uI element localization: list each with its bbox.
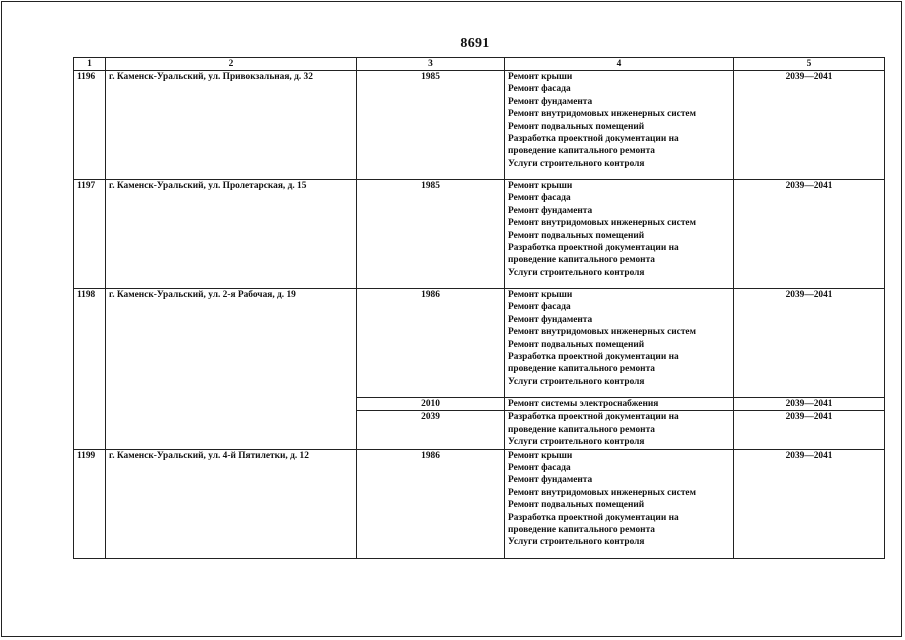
column-header-5: 5 bbox=[734, 58, 885, 71]
entry-works bbox=[505, 71, 734, 180]
entry-period: 2039—2041 bbox=[734, 71, 885, 180]
entry-number: 1196 bbox=[74, 71, 106, 180]
table-row bbox=[74, 289, 885, 398]
work-item: Ремонт фасада bbox=[508, 302, 571, 313]
entry-year: 1986 bbox=[357, 449, 505, 558]
work-item: Ремонт крыши bbox=[508, 450, 573, 461]
entry-year: 1985 bbox=[357, 71, 505, 180]
entry-number: 1199 bbox=[74, 449, 106, 558]
column-header-4: 4 bbox=[505, 58, 734, 71]
work-item: Разработка проектной документации на bbox=[508, 352, 679, 363]
work-item: Ремонт фундамента bbox=[508, 314, 593, 325]
table-row bbox=[74, 180, 885, 289]
work-item: проведение капитального ремонта bbox=[508, 255, 655, 266]
entry-period: 2039—2041 bbox=[734, 289, 885, 398]
work-item: Разработка проектной документации на bbox=[508, 512, 679, 523]
work-item: проведение капитального ремонта bbox=[508, 424, 655, 435]
table-row bbox=[74, 71, 885, 180]
work-item: Ремонт фасада bbox=[508, 84, 571, 95]
entry-number: 1197 bbox=[74, 180, 106, 289]
entry-year: 2010 bbox=[357, 398, 505, 411]
work-item: Услуги строительного контроля bbox=[508, 376, 645, 387]
table-row bbox=[74, 449, 885, 558]
work-item: Ремонт внутридомовых инженерных систем bbox=[508, 327, 696, 338]
work-item: Разработка проектной документации на bbox=[508, 412, 679, 423]
work-item: Ремонт фундамента bbox=[508, 205, 593, 216]
entry-period: 2039—2041 bbox=[734, 449, 885, 558]
work-item: проведение капитального ремонта bbox=[508, 525, 655, 536]
column-header-2: 2 bbox=[106, 58, 357, 71]
work-item: Ремонт фасада bbox=[508, 463, 571, 474]
entry-works bbox=[505, 398, 734, 411]
column-header-3: 3 bbox=[357, 58, 505, 71]
entry-works bbox=[505, 180, 734, 289]
entry-works bbox=[505, 289, 734, 398]
work-item: Ремонт внутридомовых инженерных систем bbox=[508, 218, 696, 229]
work-item: Ремонт фундамента bbox=[508, 475, 593, 486]
work-item: Ремонт подвальных помещений bbox=[508, 500, 645, 511]
work-item: Услуги строительного контроля bbox=[508, 437, 645, 448]
work-item: Ремонт фундамента bbox=[508, 96, 593, 107]
entry-period: 2039—2041 bbox=[734, 411, 885, 449]
work-item: Услуги строительного контроля bbox=[508, 158, 645, 169]
work-item: Ремонт фасада bbox=[508, 193, 571, 204]
entry-address: г. Каменск-Уральский, ул. 2-я Рабочая, д. 19 bbox=[106, 289, 357, 450]
entry-year: 1985 bbox=[357, 180, 505, 289]
entry-address: г. Каменск-Уральский, ул. Привокзальная, д. 32 bbox=[106, 71, 357, 180]
page-number: 8691 bbox=[460, 36, 490, 51]
work-item: Ремонт подвальных помещений bbox=[508, 121, 645, 132]
entry-period: 2039—2041 bbox=[734, 180, 885, 289]
entry-works bbox=[505, 411, 734, 449]
table-header-row bbox=[74, 58, 885, 71]
entry-works bbox=[505, 449, 734, 558]
work-item: Разработка проектной документации на bbox=[508, 134, 679, 145]
work-item: Разработка проектной документации на bbox=[508, 243, 679, 254]
column-header-1: 1 bbox=[74, 58, 106, 71]
work-item: Услуги строительного контроля bbox=[508, 267, 645, 278]
work-item: Ремонт крыши bbox=[508, 181, 573, 191]
repair-schedule-table bbox=[73, 57, 885, 559]
work-item: Ремонт крыши bbox=[508, 72, 573, 82]
work-item: Ремонт подвальных помещений bbox=[508, 339, 645, 350]
work-item: проведение капитального ремонта bbox=[508, 364, 655, 375]
work-item: Ремонт внутридомовых инженерных систем bbox=[508, 109, 696, 120]
work-item: проведение капитального ремонта bbox=[508, 146, 655, 157]
entry-address: г. Каменск-Уральский, ул. 4-й Пятилетки, д. 12 bbox=[106, 449, 357, 558]
work-item: Услуги строительного контроля bbox=[508, 537, 645, 548]
work-item: Ремонт внутридомовых инженерных систем bbox=[508, 487, 696, 498]
entry-period: 2039—2041 bbox=[734, 398, 885, 411]
entry-address: г. Каменск-Уральский, ул. Пролетарская, д. 15 bbox=[106, 180, 357, 289]
work-item: Ремонт системы электроснабжения bbox=[508, 399, 659, 409]
work-item: Ремонт подвальных помещений bbox=[508, 230, 645, 241]
entry-number: 1198 bbox=[74, 289, 106, 450]
entry-year: 2039 bbox=[357, 411, 505, 449]
work-item: Ремонт крыши bbox=[508, 290, 573, 300]
entry-year: 1986 bbox=[357, 289, 505, 398]
